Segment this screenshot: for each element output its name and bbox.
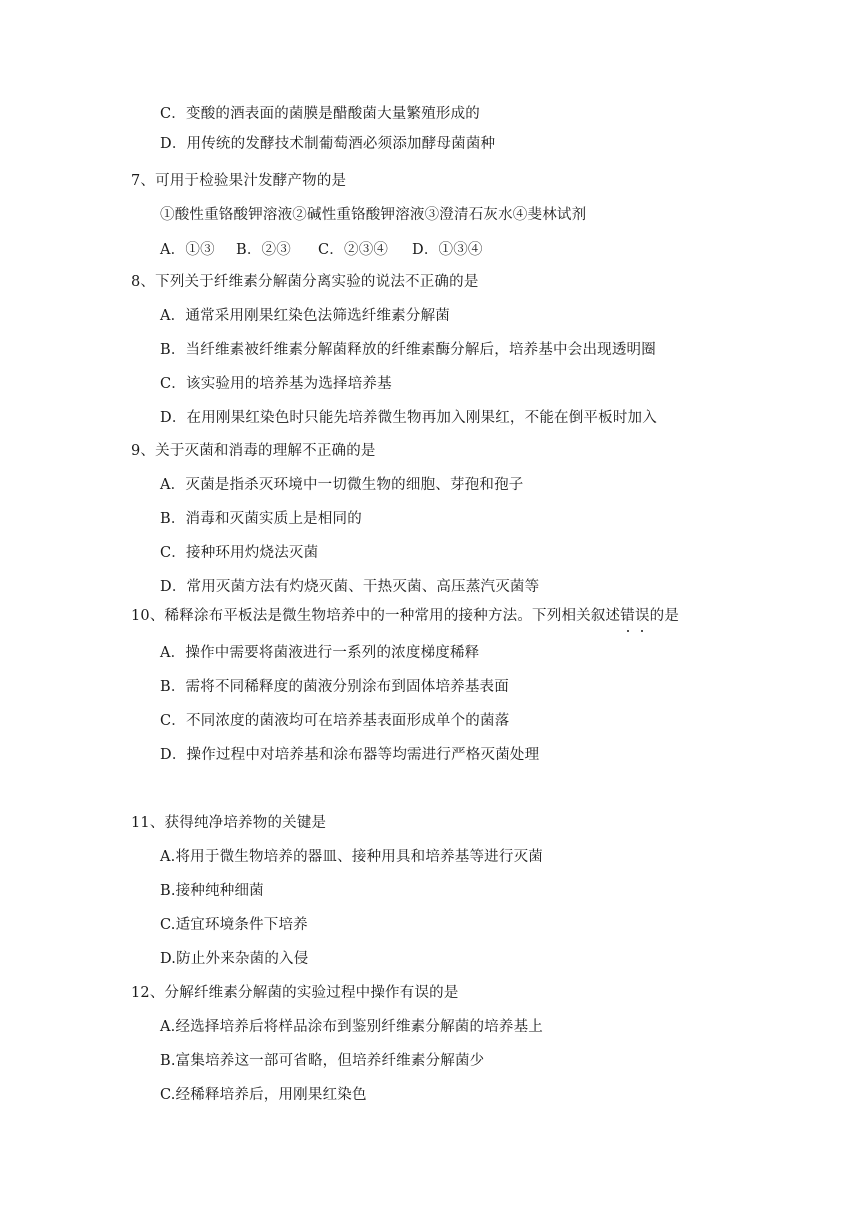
q11-stem: 11、获得纯净培养物的关键是 — [131, 815, 327, 831]
q7-stem: 7、可用于检验果汁发酵产物的是 — [131, 173, 347, 189]
q10-option-d: D．操作过程中对培养基和涂布器等均需进行严格灭菌处理 — [160, 747, 540, 763]
q7-choice-c: C．②③④ — [318, 242, 389, 258]
q10-stem-tail: 的是 — [649, 608, 680, 624]
q11-option-d: D.防止外来杂菌的入侵 — [160, 951, 309, 967]
q8-option-a: A．通常采用刚果红染色法筛选纤维素分解菌 — [160, 308, 450, 324]
q8-option-d: D．在用刚果红染色时只能先培养微生物再加入刚果红，不能在倒平板时加入 — [160, 410, 657, 426]
q6-option-c: C．变酸的酒表面的菌膜是醋酸菌大量繁殖形成的 — [160, 106, 480, 122]
q9-option-b: B．消毒和灭菌实质上是相同的 — [160, 511, 362, 527]
q10-option-a: A．操作中需要将菌液进行一系列的浓度梯度稀释 — [160, 645, 480, 661]
q7-items: ①酸性重铬酸钾溶液②碱性重铬酸钾溶液③澄清石灰水④斐林试剂 — [160, 207, 587, 223]
q9-option-c: C．接种环用灼烧法灭菌 — [160, 545, 319, 561]
q7-choice-d: D．①③④ — [412, 242, 483, 258]
q10-stem — [131, 606, 679, 626]
q9-stem: 9、关于灭菌和消毒的理解不正确的是 — [131, 443, 376, 459]
q11-option-c: C.适宜环境条件下培养 — [160, 917, 308, 933]
q10-option-b: B．需将不同稀释度的菌液分别涂布到固体培养基表面 — [160, 679, 509, 695]
q7-choice-b: B．②③ — [236, 242, 291, 258]
q12-stem: 12、分解纤维素分解菌的实验过程中操作有误的是 — [131, 985, 459, 1001]
q11-option-b: B.接种纯种细菌 — [160, 883, 264, 899]
q8-option-c: C．该实验用的培养基为选择培养基 — [160, 376, 392, 392]
q9-option-a: A．灭菌是指杀灭环境中一切微生物的细胞、芽孢和孢子 — [160, 477, 524, 493]
q6-option-d: D．用传统的发酵技术制葡萄酒必须添加酵母菌菌种 — [160, 136, 496, 152]
q8-stem: 8、下列关于纤维素分解菌分离实验的说法不正确的是 — [131, 274, 479, 290]
q12-option-c: C.经稀释培养后，用刚果红染色 — [160, 1087, 367, 1103]
q10-stem-emphasis-2: 误 — [634, 608, 650, 624]
q11-option-a: A.将用于微生物培养的器皿、接种用具和培养基等进行灭菌 — [160, 849, 543, 865]
q10-stem-emphasis-1: 错 — [620, 608, 635, 624]
q9-option-d: D．常用灭菌方法有灼烧灭菌、干热灭菌、高压蒸汽灭菌等 — [160, 579, 540, 595]
q10-stem-text: 10、稀释涂布平板法是微生物培养中的一种常用的接种方法。下列相关叙述 — [131, 608, 621, 624]
q12-option-b: B.富集培养这一部可省略，但培养纤维素分解菌少 — [160, 1053, 485, 1069]
q7-choice-a: A．①③ — [160, 242, 215, 258]
q12-option-a: A.经选择培养后将样品涂布到鉴别纤维素分解菌的培养基上 — [160, 1019, 543, 1035]
q8-option-b: B．当纤维素被纤维素分解菌释放的纤维素酶分解后，培养基中会出现透明圈 — [160, 342, 656, 358]
q10-option-c: C．不同浓度的菌液均可在培养基表面形成单个的菌落 — [160, 713, 510, 729]
